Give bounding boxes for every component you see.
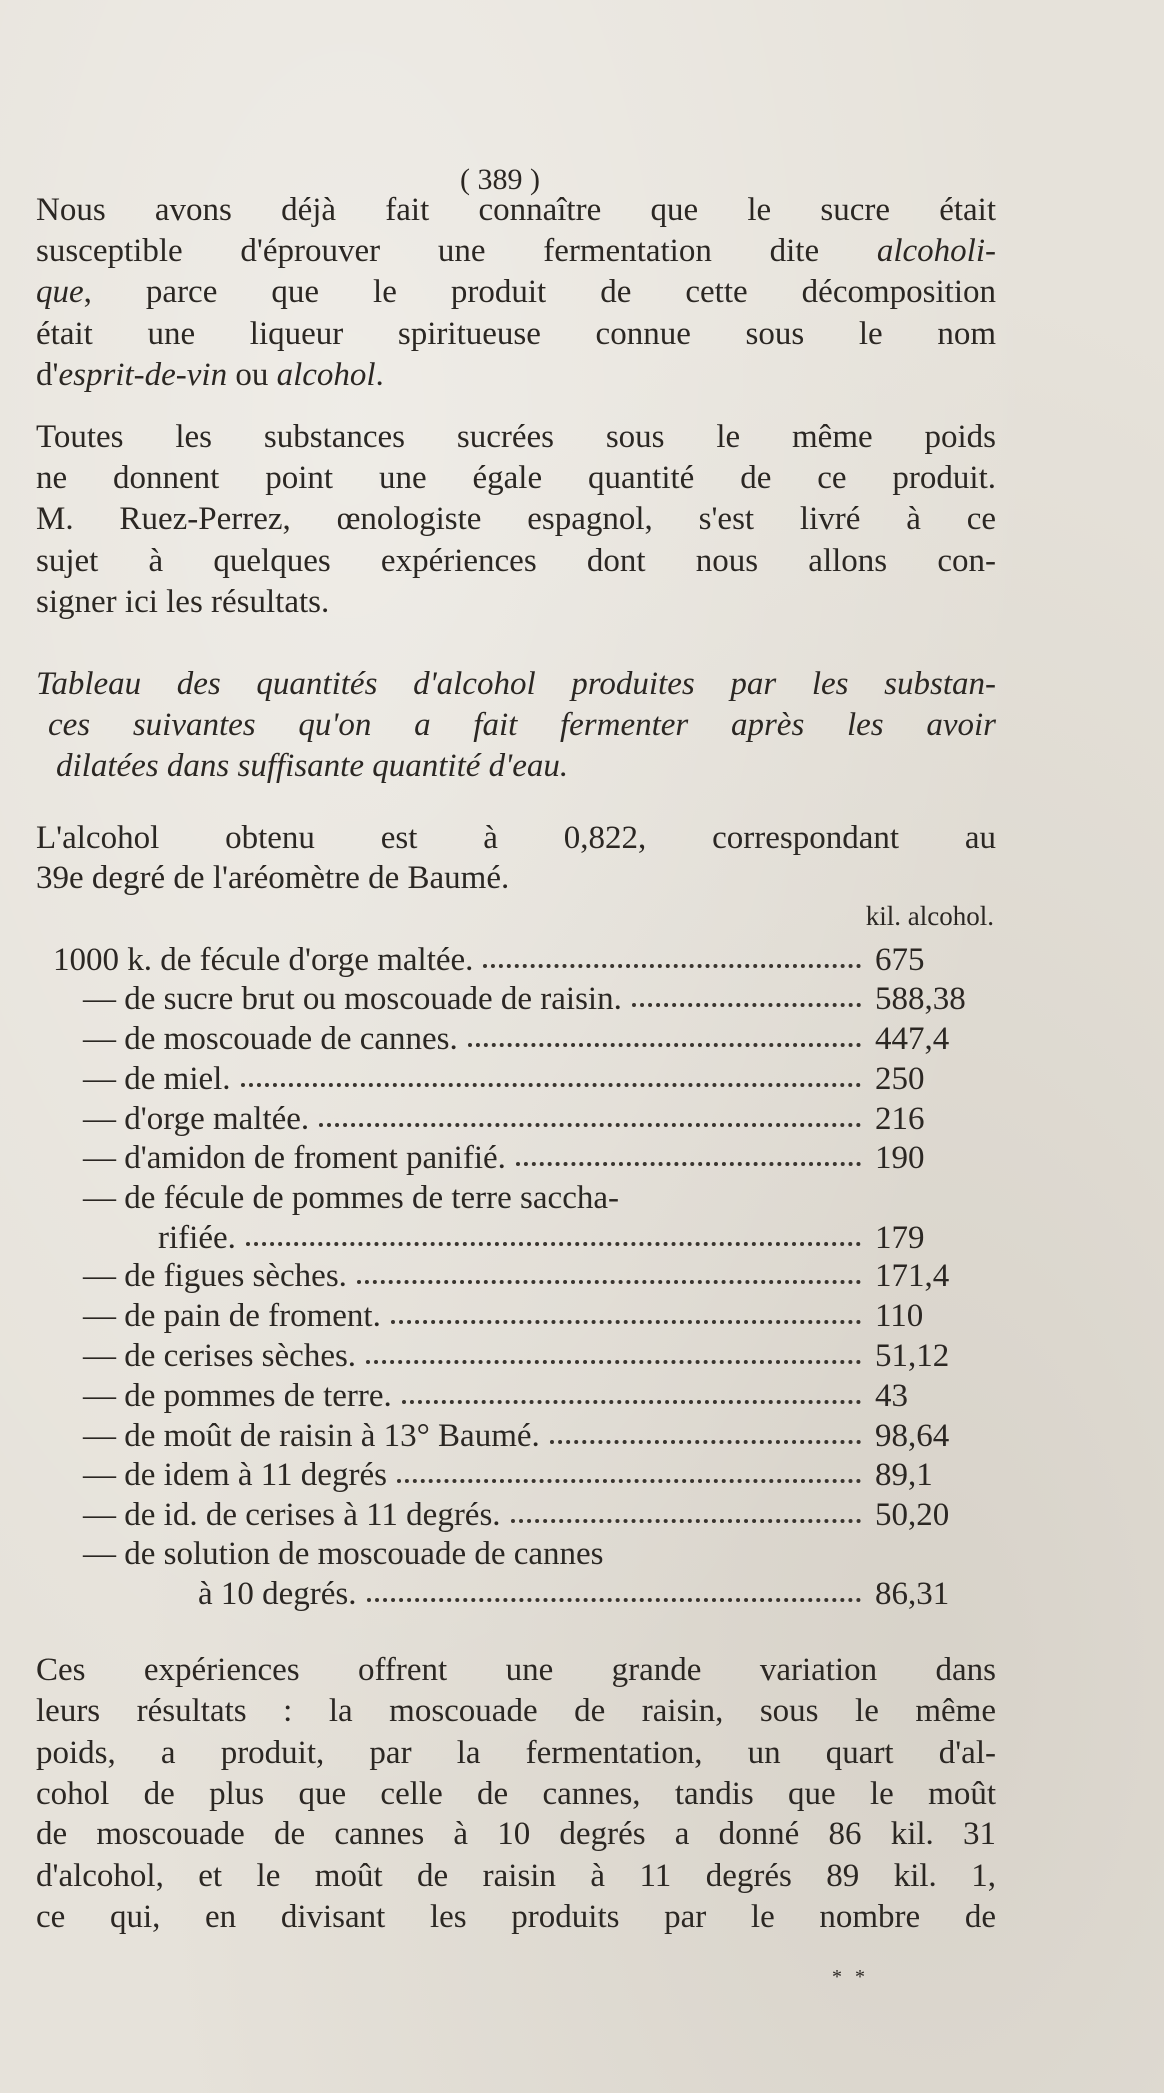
italic-text: alcohol xyxy=(276,357,376,393)
text-line xyxy=(36,458,996,498)
text-line xyxy=(36,1856,996,1896)
text-segment: d' xyxy=(36,357,59,393)
alcohol-yield-value: 250 xyxy=(875,1061,925,1097)
alcohol-yield-value: 179 xyxy=(875,1220,925,1256)
alcohol-yield-value: 110 xyxy=(875,1298,924,1334)
substance-label: rifiée. xyxy=(158,1220,236,1256)
text-segment: ce qui, en divisant les produits par le nombre de xyxy=(36,1899,996,1935)
italic-text: esprit-de-vin xyxy=(58,357,228,393)
table-row xyxy=(83,1455,995,1495)
alcohol-yield-value: 216 xyxy=(875,1101,925,1137)
alcohol-yield-value: 98,64 xyxy=(875,1418,950,1454)
text-line xyxy=(36,1897,996,1937)
text-segment: M. Ruez-Perrez, œnologiste espagnol, s'est livré à ce xyxy=(36,501,996,537)
table-row xyxy=(83,1376,995,1416)
dot-leader xyxy=(357,1256,861,1284)
table-row xyxy=(83,1256,995,1296)
substance-label: — de sucre brut ou moscouade de raisin. xyxy=(83,981,622,1017)
text-segment: poids, a produit, par la fermentation, un quart d'al- xyxy=(36,1735,996,1771)
dot-leader xyxy=(550,1416,861,1444)
dot-leader xyxy=(366,1336,861,1364)
text-segment: susceptible d'éprouver une fermentation dite xyxy=(36,233,877,269)
text-segment: L'alcohol obtenu est à 0,822, correspondant au xyxy=(36,820,996,856)
text-line xyxy=(36,499,996,539)
substance-label: — de moscouade de cannes. xyxy=(83,1021,458,1057)
dot-leader xyxy=(397,1455,861,1483)
alcohol-yield-value: 588,38 xyxy=(875,981,966,1017)
dot-leader xyxy=(516,1138,861,1166)
dot-leader xyxy=(319,1099,861,1127)
text-line xyxy=(48,705,996,745)
substance-label: — d'orge maltée. xyxy=(83,1101,310,1137)
text-segment: était une liqueur spiritueuse connue sous le nom xyxy=(36,316,996,352)
table-row xyxy=(83,1495,995,1535)
text-line xyxy=(36,664,996,704)
alcohol-yield-value: 89,1 xyxy=(875,1457,933,1493)
table-row xyxy=(83,1416,995,1456)
text-segment: d'alcohol, et le moût de raisin à 11 degrés 89 kil. 1, xyxy=(36,1858,996,1894)
substance-label: — de pommes de terre. xyxy=(83,1378,392,1414)
alcohol-yield-value: 50,20 xyxy=(875,1497,950,1533)
alcohol-yield-value: 171,4 xyxy=(875,1258,950,1294)
italic-text: dilatées dans suffisante quantité d'eau. xyxy=(56,748,569,784)
text-segment: Nous avons déjà fait connaître que le sucre était xyxy=(36,192,996,228)
italic-text: que xyxy=(36,274,84,310)
text-segment: Toutes les substances sucrées sous le même poids xyxy=(36,419,996,455)
text-segment: ne donnent point une égale quantité de ce produit. xyxy=(36,460,996,496)
text-line xyxy=(36,314,996,354)
italic-text: Tableau des quantités d'alcohol produites par les substan- xyxy=(36,666,996,702)
substance-label: — de id. de cerises à 11 degrés. xyxy=(83,1497,501,1533)
text-segment: signer ici les résultats. xyxy=(36,584,330,620)
text-segment: de moscouade de cannes à 10 degrés a donné 86 kil. 31 xyxy=(36,1816,996,1852)
alcohol-yield-value: 43 xyxy=(875,1378,908,1414)
table-unit-header: kil. alcohol. xyxy=(865,901,994,931)
alcohol-yield-value: 190 xyxy=(875,1140,925,1176)
dot-leader xyxy=(402,1376,861,1404)
dot-leader xyxy=(367,1574,861,1602)
table-row xyxy=(83,1336,995,1376)
substance-label: — de cerises sèches. xyxy=(83,1338,357,1374)
signature-mark: * * xyxy=(832,1966,869,1988)
text-line xyxy=(36,858,996,898)
dot-leader xyxy=(246,1218,861,1246)
text-line xyxy=(36,1774,996,1814)
substance-label: 1000 k. de fécule d'orge maltée. xyxy=(53,942,474,978)
substance-label: à 10 degrés. xyxy=(198,1576,357,1612)
text-segment: sujet à quelques expériences dont nous allons con- xyxy=(36,543,996,579)
table-row xyxy=(83,1099,995,1139)
text-line xyxy=(36,190,996,230)
italic-text: ces suivantes qu'on a fait fermenter après les avoir xyxy=(48,707,996,743)
text-line xyxy=(36,1650,996,1690)
text-line xyxy=(36,1733,996,1773)
substance-label: — de idem à 11 degrés xyxy=(83,1457,387,1493)
text-line xyxy=(36,231,996,271)
substance-label: — de pain de froment. xyxy=(83,1298,381,1334)
dot-leader xyxy=(632,979,861,1007)
text-segment: cohol de plus que celle de cannes, tandis que le moût xyxy=(36,1776,996,1812)
alcohol-yield-value: 675 xyxy=(875,942,925,978)
substance-label: — de solution de moscouade de cannes xyxy=(83,1536,604,1572)
text-line xyxy=(36,272,996,312)
text-segment: , parce que le produit de cette décomposition xyxy=(83,274,996,310)
substance-label: — d'amidon de froment panifié. xyxy=(83,1140,506,1176)
dot-leader xyxy=(391,1296,861,1324)
italic-text: alcoholi- xyxy=(876,233,996,269)
text-line xyxy=(36,417,996,457)
text-line xyxy=(56,746,996,786)
substance-label: — de figues sèches. xyxy=(83,1258,347,1294)
table-row xyxy=(83,1138,995,1178)
alcohol-yield-value: 51,12 xyxy=(875,1338,950,1374)
text-line xyxy=(36,541,996,581)
text-line xyxy=(36,355,996,395)
table-row xyxy=(83,1534,995,1574)
alcohol-yield-value: 447,4 xyxy=(875,1021,950,1057)
table-row xyxy=(83,979,995,1019)
substance-label: — de fécule de pommes de terre saccha- xyxy=(83,1180,619,1216)
table-row xyxy=(198,1574,995,1614)
text-segment: . xyxy=(375,357,384,393)
text-line xyxy=(36,582,996,622)
substance-label: — de miel. xyxy=(83,1061,231,1097)
table-row xyxy=(53,940,995,980)
text-line xyxy=(36,1691,996,1731)
text-segment: 39e degré de l'aréomètre de Baumé. xyxy=(36,860,510,896)
text-line xyxy=(36,818,996,858)
table-row xyxy=(83,1019,995,1059)
text-line xyxy=(36,1814,996,1854)
dot-leader xyxy=(241,1059,861,1087)
table-row xyxy=(83,1178,995,1218)
dot-leader xyxy=(483,940,861,968)
dot-leader xyxy=(468,1019,861,1047)
alcohol-yield-value: 86,31 xyxy=(875,1576,950,1612)
table-row xyxy=(83,1059,995,1099)
table-row xyxy=(158,1218,995,1258)
dot-leader xyxy=(511,1495,861,1523)
substance-label: — de moût de raisin à 13° Baumé. xyxy=(83,1418,540,1454)
text-segment: Ces expériences offrent une grande variation dans xyxy=(36,1652,996,1688)
page-number: ( 389 ) xyxy=(460,163,540,196)
text-segment: ou xyxy=(227,357,277,393)
table-row xyxy=(83,1296,995,1336)
text-segment: leurs résultats : la moscouade de raisin, sous le même xyxy=(36,1693,996,1729)
